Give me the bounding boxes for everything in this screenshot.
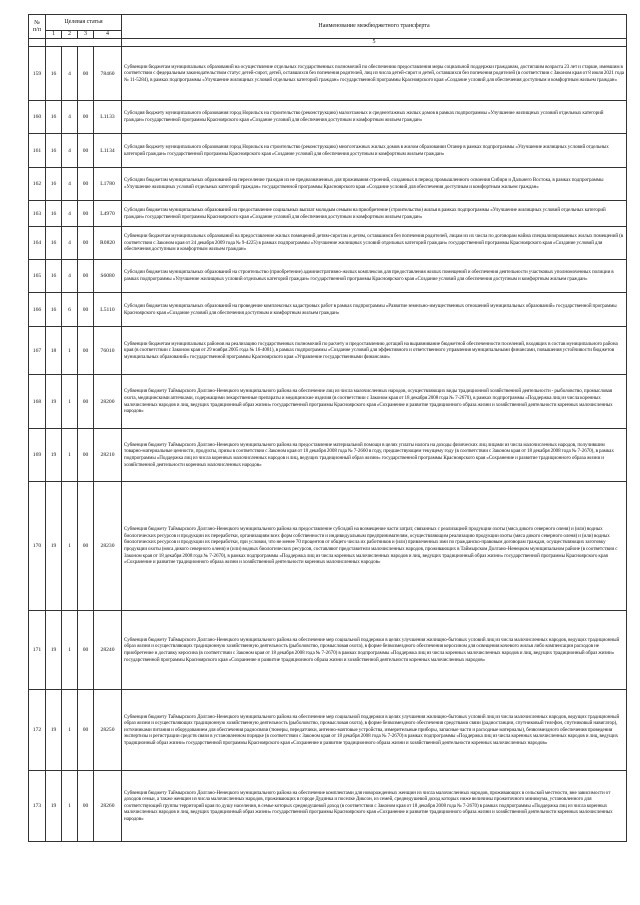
table-row [29,260,627,293]
header-name: Наименование межбюджетного трансферта [122,15,627,39]
code-part-4: L1134 [94,134,122,168]
code-part-1: 19 [46,611,62,690]
row-number: 171 [29,611,46,690]
code-part-4: L4970 [94,201,122,227]
code-part-1: 16 [46,134,62,168]
code-part-4: 28210 [94,429,122,482]
table-row [29,771,627,842]
code-part-3: 00 [78,260,94,293]
code-part-2: 1 [62,690,78,771]
code-part-3: 00 [78,327,94,375]
table-row [29,293,627,327]
table-row [29,168,627,201]
code-part-4: R0820 [94,227,122,260]
code-part-3: 00 [78,429,94,482]
transfer-name: Субсидия бюджету муниципального образования город Норильск на строительство (реконструкцию) многоэтажных жилых домов в жилом образовании Оганер в рамках подпрограммы «Улучшение жилищных условий отдельных категорий граждан» государственной программы Красноярского края «Создание условий для обеспечения доступным и комфортным жильем граждан» [122,134,627,168]
transfer-name: Субсидии бюджетам муниципальных образований на строительство (приобретение) административно-жилых комплексов для предоставления жилых помещений и обеспечения деятельности участковых уполномоченных полиции в рамках подпрограммы «Улучшение жилищных условий отдельных категорий граждан» государственной программы Красноярского края «Создание условий для обеспечения доступным и комфортным жильем граждан» [122,260,627,293]
table-body [29,47,627,842]
row-number: 161 [29,134,46,168]
transfer-name: Субсидии бюджетам муниципальных образований на проведение комплексных кадастровых работ в рамках подпрограммы «Развитие земельно-имущественных отношений муниципальных образований» государственной программы Красноярского края «Создание условий для обеспечения доступным и комфортным жильем граждан» [122,293,627,327]
code-part-2: 4 [62,47,78,101]
code-part-1: 16 [46,260,62,293]
code-part-1: 19 [46,771,62,842]
document-page [28,14,626,842]
code-part-3: 00 [78,771,94,842]
code-part-1: 19 [46,375,62,429]
table-row [29,611,627,690]
header-code-part-1: 1 [46,31,62,39]
code-part-2: 1 [62,327,78,375]
table-row [29,101,627,134]
row-number: 162 [29,168,46,201]
code-part-2: 1 [62,429,78,482]
transfer-name: Субсидия бюджету муниципального образования город Норильск на строительство (реконструкцию) малоэтажных и среднеэтажных жилых домов в рамках подпрограммы «Улучшение жилищных условий отдельных категорий граждан» государственной программы Красноярского края «Создание условий для обеспечения доступным и комфортным жильем граждан» [122,101,627,134]
code-part-4: 28250 [94,690,122,771]
code-part-1: 19 [46,429,62,482]
code-part-3: 00 [78,134,94,168]
table-row [29,482,627,611]
transfer-name: Субвенции бюджетам муниципальных образований на осуществление отдельных государственных полномочий по обеспечению предоставления меры социальной поддержки гражданам, достигшим возраста 23 лет и старше, имевшим в соответствии с федеральным законодательством статус детей-сирот, детей, оставшихся без попечения родителей, лиц из числа детей-сирот и детей, оставшихся без попечения родителей (в соответствии с Законом края от 8 июля 2021 года № 11-5284), в рамках подпрограммы «Улучшение жилищных условий отдельных категорий граждан» государственной программы Красноярского края «Создание условий для обеспечения доступным и комфортным жильем граждан» [122,47,627,101]
transfer-name: Субвенции бюджетам муниципальных районов на реализацию государственных полномочий по расчету и предоставлению дотаций на выравнивание бюджетной обеспеченности поселений, входящих в состав муниципального района края (в соответствии с Законом края от 29 ноября 2005 года № 16-4081), в рамках подпрограммы «Создание условий для эффективного и ответственного управления муниципальными финансами, повышения устойчивости бюджетов муниципальных образований» государственной программы Красноярского края «Управление государственными финансами» [122,327,627,375]
code-part-4: 28240 [94,611,122,690]
code-part-1: 16 [46,168,62,201]
code-part-3: 00 [78,201,94,227]
code-part-2: 4 [62,168,78,201]
row-number: 168 [29,375,46,429]
code-part-1: 16 [46,47,62,101]
transfer-name: Субвенция бюджету Таймырского Долгано-Ненецкого муниципального района на обеспечение комплектами для новорожденных женщин из числа малочисленных народов, проживающих в сельской местности, вне зависимости от доходов семьи, а также женщин из числа малочисленных народов, проживающих в городе Дудинка и поселке Диксон, из семей, среднедушевой доход которых ниже величины прожиточного минимума, установленного для соответствующей группы территорий края по душу населения, в семье которых среднедушевой доход (в соответствии с Законом края от 18 декабря 2008 года № 7-2670) в рамках подпрограммы «Поддержка лиц из числа коренных малочисленных народов и лиц, ведущих традиционный образ жизни» государственной программы Красноярского края «Сохранение и развитие традиционного образа жизни и хозяйственной деятельности коренных малочисленных народов» [122,771,627,842]
table-row [29,690,627,771]
code-part-4: L1780 [94,168,122,201]
header-code-part-3: 3 [78,31,94,39]
table-row [29,429,627,482]
header-row [29,15,627,31]
transfer-name: Субвенция бюджету Таймырского Долгано-Ненецкого муниципального района на обеспечение лиц из числа малочисленных народов, осуществляющих виды традиционной хозяйственной деятельности - рыболовство, промысловая охота, медицинскими аптечками, содержащими лекарственные препараты и медицинские изделия (в соответствии с Законом края от 18 декабря 2008 года № 7-2670), в рамках подпрограммы «Поддержка лиц из числа коренных малочисленных народов и лиц, ведущих традиционный образ жизни» государственной программы Красноярского края «Сохранение и развитие традиционного образа жизни и хозяйственной деятельности коренных малочисленных народов» [122,375,627,429]
code-part-2: 4 [62,227,78,260]
table-row [29,227,627,260]
code-part-2: 6 [62,293,78,327]
row-number: 164 [29,227,46,260]
table-row [29,375,627,429]
table-row [29,201,627,227]
code-part-3: 00 [78,227,94,260]
row-number: 163 [29,201,46,227]
header-number-sub: п/п [32,26,42,33]
row-number: 173 [29,771,46,842]
table-row [29,134,627,168]
column-number-blank [29,39,46,47]
code-part-2: 1 [62,611,78,690]
transfer-name: Субсидии бюджетам муниципальных образований на переселение граждан из не предназначенных для проживания строений, созданных в период промышленного освоения Сибири и Дальнего Востока, в рамках подпрограммы «Улучшение жилищных условий отдельных категорий граждан» государственной программы Красноярского края «Создание условий для обеспечения доступным и комфортным жильем граждан» [122,168,627,201]
code-part-2: 1 [62,771,78,842]
code-part-4: 78460 [94,47,122,101]
transfer-name: Субвенции бюджетам муниципальных образований на предоставление жилых помещений детям-сиротам и детям, оставшимся без попечения родителей, лицам из их числа по договорам найма специализированных жилых помещений (в соответствии с Законом края от 24 декабря 2009 года № 9-4225) в рамках подпрограммы «Улучшение жилищных условий отдельных категорий граждан» государственной программы Красноярского края «Создание условий для обеспечения доступным и комфортным жильем граждан» [122,227,627,260]
code-part-3: 00 [78,47,94,101]
code-part-4: 28230 [94,482,122,611]
code-part-3: 00 [78,611,94,690]
code-part-4: 28260 [94,771,122,842]
code-part-1: 16 [46,101,62,134]
code-part-4: S6080 [94,260,122,293]
header-code-part-2: 2 [62,31,78,39]
transfer-name: Субвенция бюджету Таймырского Долгано-Ненецкого муниципального района на обеспечение мер социальной поддержки в целях улучшения жилищно-бытовых условий лиц из числа малочисленных народов, ведущих традиционный образ жизни и осуществляющих традиционную хозяйственную деятельность (рыболовство, промысловая охота), в форме безвозмездного обеспечения керосином для освещения кочевого жилья либо компенсации расходов не приобретение и доставку керосина (в соответствии с Законом края от 18 декабря 2008 года № 7-2670) в рамках подпрограммы «Поддержка лиц из числа коренных малочисленных народов и лиц, ведущих традиционный образ жизни» государственной программы Красноярского края «Сохранение и развитие традиционного образа жизни и хозяйственной деятельности коренных малочисленных народов» [122,611,627,690]
transfer-name: Субсидии бюджетам муниципальных образований на предоставление социальных выплат молодым семьям на приобретение (строительство) жилья в рамках подпрограммы «Улучшение жилищных условий отдельных категорий граждан» государственной программы Красноярского края «Создание условий для обеспечения доступным и комфортным жильем граждан» [122,201,627,227]
transfer-name: Субвенция бюджету Таймырского Долгано-Ненецкого муниципального района на предоставление материальной помощи в целях уплаты налога на доходы физических лиц лицами из числа малочисленных народов, получившим товарно-материальные ценности, продукты, призы в соответствии с Законом края от 18 декабря 2008 года № 7-2660 в году, предшествующем текущему году (в соответствии с Законом края от 18 декабря 2008 года № 7-2670), в рамках подпрограммы «Поддержка лиц из числа коренных малочисленных народов и лиц, ведущих традиционный образ жизни» государственной программы Красноярского края «Сохранение и развитие традиционного образа жизни и хозяйственной деятельности коренных малочисленных народов» [122,429,627,482]
code-part-2: 4 [62,260,78,293]
code-part-2: 4 [62,201,78,227]
row-number: 160 [29,101,46,134]
code-part-3: 00 [78,375,94,429]
column-number-5: 5 [122,39,627,47]
table-row [29,327,627,375]
row-number: 159 [29,47,46,101]
row-number: 167 [29,327,46,375]
code-part-3: 00 [78,690,94,771]
column-number-blank-span [46,39,122,47]
transfers-table [28,14,627,842]
code-part-3: 00 [78,101,94,134]
code-part-1: 16 [46,293,62,327]
code-part-3: 00 [78,482,94,611]
header-code-part-4: 4 [94,31,122,39]
column-number-row [29,39,627,47]
code-part-1: 19 [46,690,62,771]
code-part-4: 28200 [94,375,122,429]
code-part-2: 4 [62,101,78,134]
table-row [29,47,627,101]
row-number: 172 [29,690,46,771]
row-number: 165 [29,260,46,293]
transfer-name: Субвенция бюджету Таймырского Долгано-Ненецкого муниципального района на предоставление субсидий на возмещение части затрат, связанных с реализацией продукции охоты (мяса дикого северного оленя) и (или) водных биологических ресурсов и продукции их переработки, организациям всех форм собственности и индивидуальным предпринимателям, осуществляющим реализацию продукции охоты (мяса дикого северного оленя) и (или) водных биологических ресурсов и продукции их переработки, при условии, что не менее 70 процентов от общего числа их работников и (или) привлеченных ими по гражданско-правовым договорам граждан, осуществляющих заготовку продукции охоты (мяса дикого северного оленя) и (или) водных биологических ресурсов, составляют представители малочисленных народов, проживающих в Таймырском Долгано-Ненецком муниципальном районе (в соответствии с Законом края от 18 декабря 2008 года № 7-2670), в рамках подпрограммы «Поддержка лиц из числа коренных малочисленных народов и лиц, ведущих традиционный образ жизни» государственной программы Красноярского края «Сохранение и развитие традиционного образа жизни и хозяйственной деятельности коренных малочисленных народов» [122,482,627,611]
code-part-2: 4 [62,134,78,168]
code-part-4: L5110 [94,293,122,327]
code-part-3: 00 [78,168,94,201]
code-part-2: 1 [62,482,78,611]
code-part-4: 76010 [94,327,122,375]
row-number: 170 [29,482,46,611]
transfer-name: Субвенция бюджету Таймырского Долгано-Ненецкого муниципального района на обеспечение мер социальной поддержки в целях улучшения жилищно-бытовых условий лиц из числа малочисленных народов, ведущих традиционный образ жизни и осуществляющих традиционную хозяйственную деятельность (рыболовство, промысловая охота), в форме безвозмездного обеспечения средствами связи (радиостанции, спутниковый телефон, спутниковый навигатор), источниками питания и оборудованием для обеспечения радиосвязи (тюнеры, передатчики, антенно-мачтовые устройства, измерительные приборы, запасные части и расходные материалы), безвозмездного обеспечения проведения экспертизы и регистрации средств связи в установленном порядке (в соответствии с Законом края от 18 декабря 2008 года № 7-2670) в рамках подпрограммы «Поддержка лиц из числа коренных малочисленных народов и лиц, ведущих традиционный образ жизни» государственной программы Красноярского края «Сохранение и развитие традиционного образа жизни и хозяйственной деятельности коренных малочисленных народов» [122,690,627,771]
header-number-sign: № [34,19,40,26]
row-number: 166 [29,293,46,327]
code-part-3: 00 [78,293,94,327]
code-part-2: 1 [62,375,78,429]
header-code: Целевая статья [46,15,122,31]
code-part-1: 18 [46,327,62,375]
row-number: 169 [29,429,46,482]
header-number [29,15,46,39]
code-part-1: 19 [46,482,62,611]
code-part-1: 16 [46,227,62,260]
code-part-1: 16 [46,201,62,227]
code-part-4: L1133 [94,101,122,134]
